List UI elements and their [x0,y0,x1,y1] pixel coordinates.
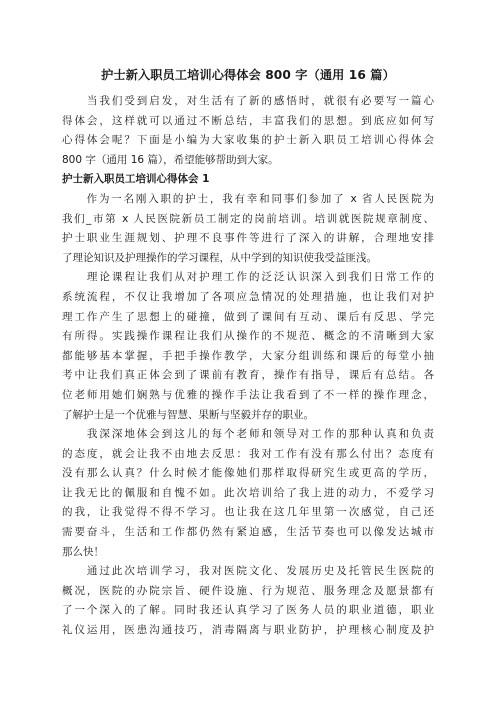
text-line: 了解护士是一个优雅与智慧、果断与坚毅并存的职业。 [62,408,314,421]
text-line: 了一个深入的了解。同时我还认真学习了医务人员的职业道德，职业 [62,604,434,617]
text-line: 得体会，这样就可以通过不断总结，丰富我们的思想。到底应如何写 [62,114,434,127]
text-line: 800 字（通用 16 篇），希望能够帮助到大家。 [62,153,279,166]
text-line: 系统流程，不仅让我增加了各项应急情况的处理措施，也让我们对护 [62,290,434,303]
text-line: 那么快！ [62,545,104,558]
text-line: 护士职业生涯规划、护理不良事件等进行了深入的讲解，合理地安排 [62,232,434,245]
document-body [62,92,434,641]
text-line: 我们_市第 x 人民医院新员工制定的岗前培训。培训就医院规章制度、 [62,212,434,225]
text-line: 作为一名刚入职的护士，我有幸和同事们参加了 x 省人民医院为 [62,192,434,205]
text-line: 位老师用她们娴熟与优雅的操作手法让我看到了不一样的操作理念， [62,388,434,401]
text-line: 理工作产生了思想上的碰撞，做到了课间有互动、课后有反思、学完 [62,310,434,323]
text-line: 让我无比的佩服和自愧不如。此次培训给了我上进的动力，不爱学习 [62,486,434,499]
text-line: 概况，医院的办院宗旨、硬件设施、行为规范、服务理念及愿景都有 [62,584,434,597]
text-line: 了理论知识及护理操作的学习课程，从中学到的知识使我受益匪浅。 [62,251,377,264]
text-line: 的我，让我觉得不得不学习。也让我在这几年里第一次感觉，自己还 [62,506,434,519]
text-line: 心得体会呢？下面是小编为大家收集的护士新入职员工培训心得体会 [62,134,434,147]
text-line: 我深深地体会到这儿的每个老师和领导对工作的那种认真和负责 [62,428,434,441]
text-line: 礼仪运用，医患沟通技巧，消毒隔离与职业防护，护理核心制度及护 [62,624,434,637]
section-heading: 护士新入职员工培训心得体会 1 [62,173,210,186]
document-title: 护士新入职员工培训心得体会 800 字（通用 16 篇） [101,68,395,82]
text-line: 有所得。实践操作课程让我们从操作的不规范、概念的不清晰到大家 [62,330,434,343]
text-line: 需要奋斗，生活和工作都仍然有紧迫感，生活节奏也可以像发达城市 [62,526,434,539]
text-line: 都能够基本掌握，手把手操作教学，大家分组训练和课后的每堂小抽 [62,349,434,362]
text-line: 的态度，就会让我不由地去反思：我对工作有没有那么付出？态度有 [62,447,434,460]
text-line: 当我们受到启发，对生活有了新的感悟时，就很有必要写一篇心 [62,95,434,107]
text-line: 考中让我们真正体会到了课前有教育，操作有指导，课后有总结。各 [62,369,434,382]
text-line: 通过此次培训学习，我对医院文化、发展历史及托管民生医院的 [62,565,434,578]
text-line: 理论课程让我们从对护理工作的泛泛认识深入到我们日常工作的 [62,271,434,284]
text-line: 没有那么认真？什么时候才能像她们那样取得研究生或更高的学历， [62,467,434,480]
